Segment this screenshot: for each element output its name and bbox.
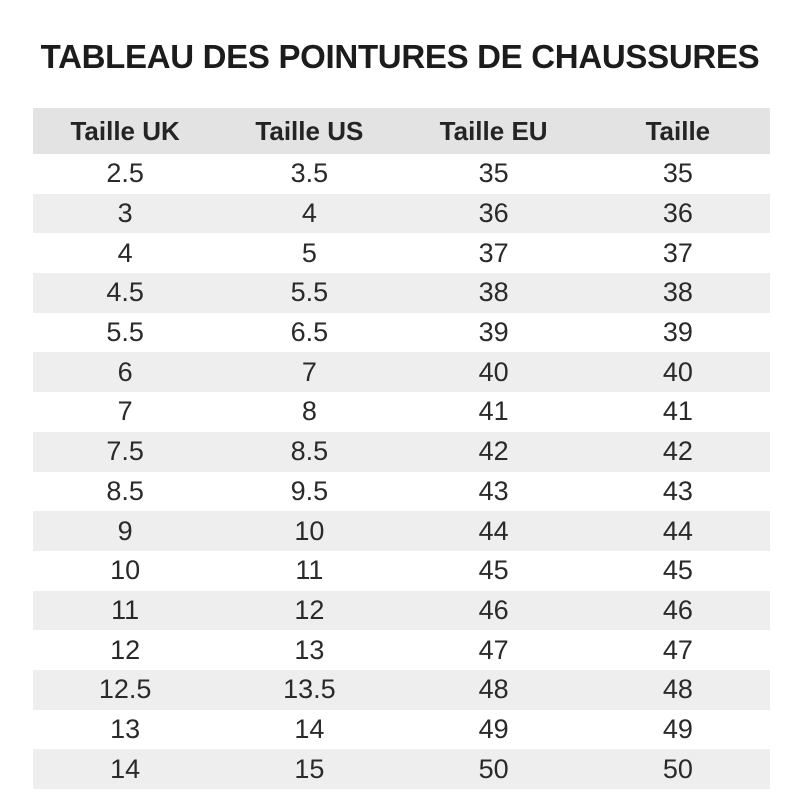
us-size-cell: 4	[301, 198, 317, 229]
size-cell: 35	[662, 158, 693, 189]
uk-size-cell: 2.5	[106, 158, 144, 189]
uk-size-cell: 3	[117, 198, 133, 229]
uk-size-cell: 7	[117, 396, 133, 427]
us-size-cell: 3.5	[290, 158, 329, 189]
eu-size-cell: 37	[478, 237, 509, 268]
us-size-cell: 14	[294, 713, 325, 744]
eu-size-cell: 35	[478, 158, 509, 189]
header-uk-size: Taille UK	[70, 115, 180, 146]
uk-size-cell: 12	[110, 634, 141, 665]
table-row	[33, 392, 770, 432]
us-size-cell: 12	[294, 594, 325, 625]
header-eu-size: Taille EU	[439, 115, 548, 146]
table-row	[33, 630, 770, 670]
table-row	[33, 670, 770, 710]
size-cell: 41	[662, 396, 693, 427]
size-cell: 43	[662, 475, 693, 506]
eu-size-cell: 44	[478, 515, 509, 546]
size-cell: 50	[662, 753, 693, 784]
size-cell: 48	[662, 674, 693, 705]
us-size-cell: 15	[294, 753, 325, 784]
us-size-cell: 9.5	[290, 475, 329, 506]
us-size-cell: 6.5	[290, 317, 329, 348]
eu-size-cell: 45	[478, 555, 509, 586]
uk-size-cell: 8.5	[106, 475, 144, 506]
size-cell: 36	[662, 198, 693, 229]
table-row	[33, 273, 770, 313]
eu-size-cell: 39	[478, 317, 509, 348]
size-cell: 46	[662, 594, 693, 625]
us-size-cell: 7	[301, 356, 317, 387]
table-row	[33, 551, 770, 591]
table-body	[33, 154, 770, 789]
uk-size-cell: 13	[110, 713, 141, 744]
eu-size-cell: 41	[478, 396, 509, 427]
table-row	[33, 432, 770, 472]
uk-size-cell: 7.5	[106, 436, 144, 467]
page-title: TABLEAU DES POINTURES DE CHAUSSURES	[40, 38, 760, 75]
eu-size-cell: 50	[478, 753, 509, 784]
size-cell: 39	[662, 317, 693, 348]
eu-size-cell: 47	[478, 634, 509, 665]
us-size-cell: 8	[301, 396, 317, 427]
size-cell: 45	[662, 555, 693, 586]
uk-size-cell: 5.5	[106, 317, 144, 348]
us-size-cell: 13.5	[283, 674, 336, 705]
table-row	[33, 511, 770, 551]
eu-size-cell: 40	[478, 356, 509, 387]
size-cell: 44	[662, 515, 693, 546]
table-row	[33, 313, 770, 353]
eu-size-cell: 43	[478, 475, 509, 506]
eu-size-cell: 38	[478, 277, 509, 308]
table-header-row	[33, 108, 770, 154]
table-row	[33, 710, 770, 750]
eu-size-cell: 48	[478, 674, 509, 705]
table-row	[33, 591, 770, 631]
size-cell: 47	[662, 634, 693, 665]
header-us-size: Taille US	[255, 115, 364, 146]
table-row	[33, 352, 770, 392]
uk-size-cell: 14	[110, 753, 141, 784]
size-cell: 42	[662, 436, 693, 467]
us-size-cell: 5.5	[290, 277, 329, 308]
table-row	[33, 154, 770, 194]
table-row	[33, 472, 770, 512]
header-size: Taille	[645, 115, 711, 146]
eu-size-cell: 42	[478, 436, 509, 467]
size-chart-table	[33, 108, 770, 789]
size-cell: 40	[662, 356, 693, 387]
table-row	[33, 233, 770, 273]
eu-size-cell: 46	[478, 594, 509, 625]
us-size-cell: 5	[301, 237, 317, 268]
us-size-cell: 13	[294, 634, 325, 665]
uk-size-cell: 6	[117, 356, 133, 387]
uk-size-cell: 4.5	[106, 277, 144, 308]
table-row	[33, 194, 770, 234]
us-size-cell: 10	[294, 515, 325, 546]
size-cell: 49	[662, 713, 693, 744]
uk-size-cell: 12.5	[98, 674, 152, 705]
uk-size-cell: 4	[117, 237, 133, 268]
size-cell: 37	[662, 237, 693, 268]
uk-size-cell: 10	[110, 555, 141, 586]
table-row	[33, 749, 770, 789]
us-size-cell: 11	[295, 555, 324, 586]
us-size-cell: 8.5	[290, 436, 329, 467]
eu-size-cell: 49	[478, 713, 509, 744]
uk-size-cell: 11	[111, 594, 140, 625]
uk-size-cell: 9	[117, 515, 133, 546]
size-cell: 38	[662, 277, 693, 308]
eu-size-cell: 36	[478, 198, 509, 229]
